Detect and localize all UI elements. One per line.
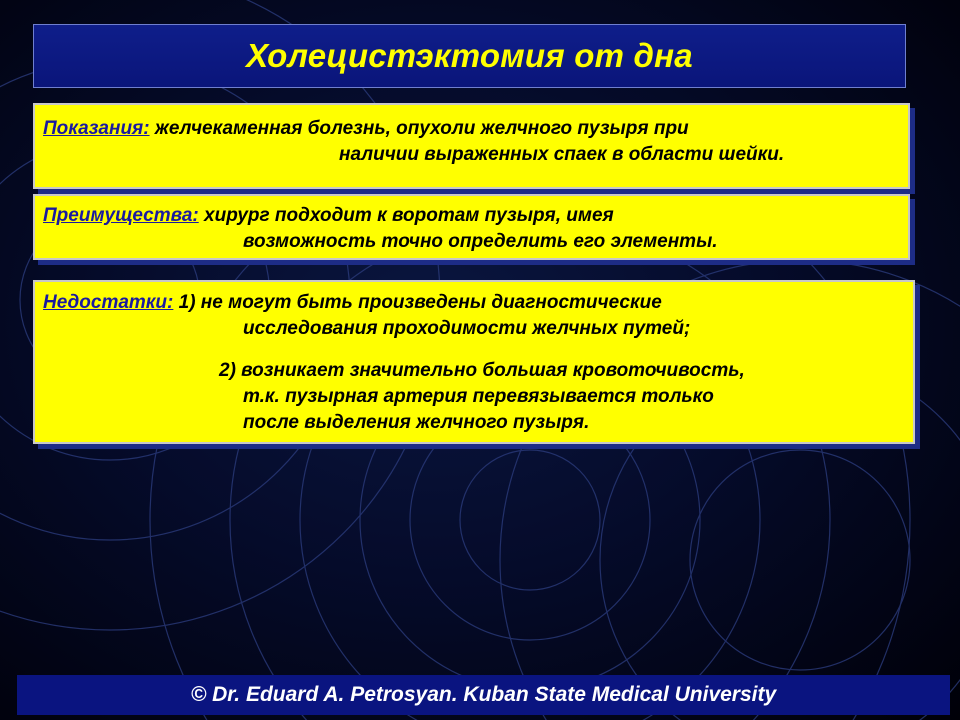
disadvantages-box <box>33 280 915 444</box>
title-bar <box>33 24 906 88</box>
indications-line-1 <box>43 116 689 141</box>
disadvantages-item2-line-2: т.к. пузырная артерия перевязывается только <box>243 386 714 407</box>
disadvantages-item1-line-2: исследования проходимости желчных путей; <box>243 318 691 339</box>
advantages-line-1 <box>43 203 614 228</box>
indications-box <box>33 103 910 189</box>
advantages-text-1: хирург подходит к воротам пузыря, имея <box>198 205 614 226</box>
indications-line-2: наличии выраженных спаек в области шейки. <box>339 144 785 165</box>
footer-bar <box>17 675 950 715</box>
indications-text-1: желчекаменная болезнь, опухоли желчного пузыря при <box>149 118 689 139</box>
indications-label: Показания: <box>43 118 150 139</box>
footer-copyright: © Dr. Eduard A. Petrosyan. Kuban State Medical University <box>190 683 777 706</box>
disadvantages-item2-line-3: после выделения желчного пузыря. <box>243 412 590 433</box>
slide-title: Холецистэктомия от дна <box>246 37 693 74</box>
advantages-line-2: возможность точно определить его элементы. <box>243 231 718 252</box>
advantages-label: Преимущества: <box>43 205 199 226</box>
disadvantages-label: Недостатки: <box>43 292 174 313</box>
disadvantages-line-1 <box>43 290 662 315</box>
disadvantages-item1-text-1: 1) не могут быть произведены диагностические <box>173 292 662 313</box>
disadvantages-item2-line-1: 2) возникает значительно большая кровоточивость, <box>219 360 745 381</box>
advantages-box <box>33 194 910 260</box>
